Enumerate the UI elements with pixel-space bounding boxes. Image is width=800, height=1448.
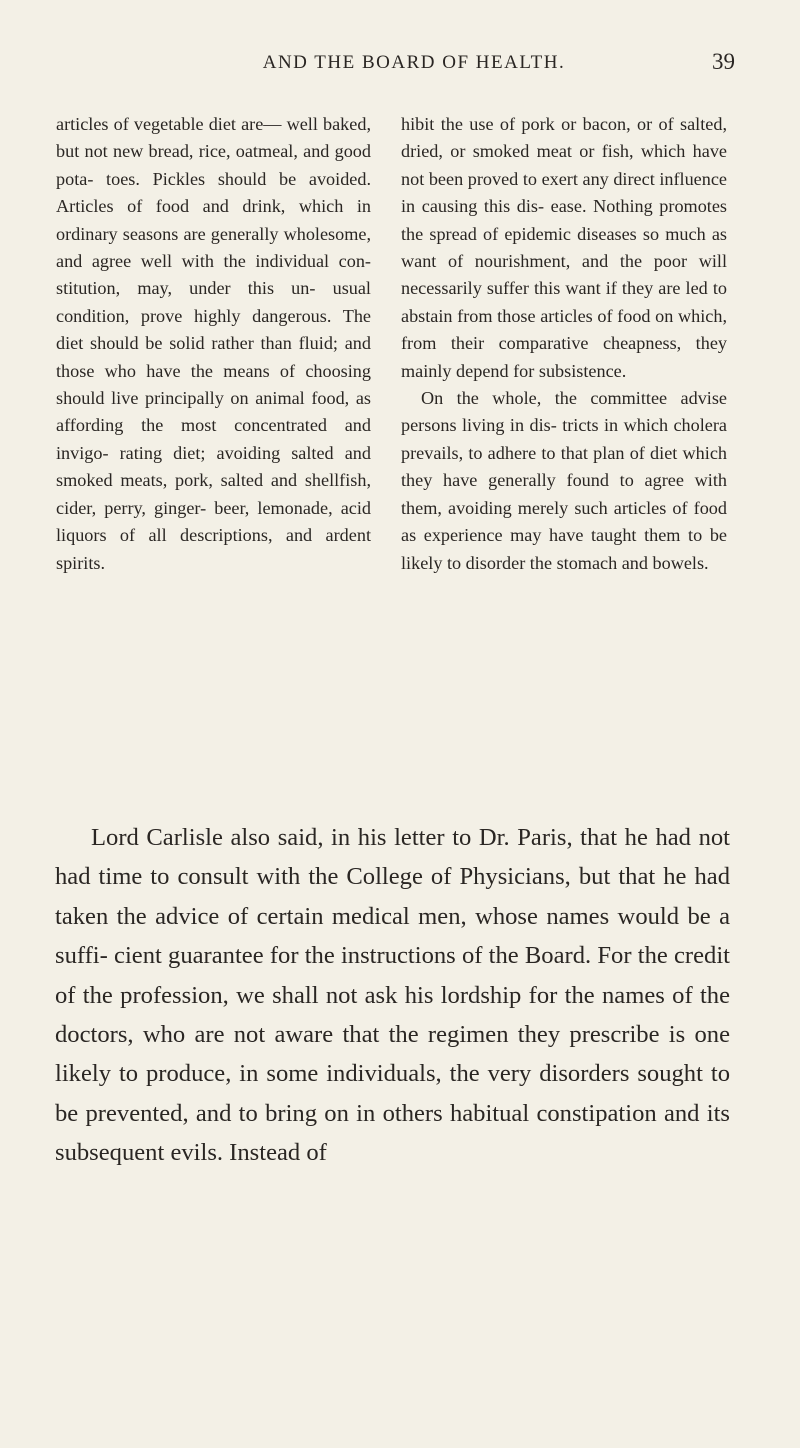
running-title: AND THE BOARD OF HEALTH. (262, 52, 566, 73)
quoted-column-right (401, 111, 727, 577)
body-text (55, 818, 730, 1173)
left-column-paragraph: articles of vegetable diet are— well baked, but not new bread, rice, oatmeal, and good pota- toes. Pickles should be avoided. Articles of food and drink, which in ordinary seasons are generally wholesome, and agree well with the individual con- stitution, may, under this un- usual condition, prove highly dangerous. The diet should be solid rather than fluid; and those who have the means of choosing should live principally on animal food, as affording the most concentrated and invigo- rating diet; avoiding salted and smoked meats, pork, salted and shellfish, cider, perry, ginger- beer, lemonade, acid liquors of all descriptions, and ardent spirits. (56, 114, 371, 573)
right-column-paragraph-2: On the whole, the committee advise persons living in dis- tricts in which cholera prevails, to adhere to that plan of diet which they have generally found to agree with them, avoiding merely such articles of food as experience may have taught them to be likely to disorder the stomach and bowels. (401, 388, 727, 573)
page-number: 39 (712, 49, 735, 74)
right-column-paragraph-1: hibit the use of pork or bacon, or of salted, dried, or smoked meat or fish, which have not been proved to exert any direct influence in causing this dis- ease. Nothing promotes the spread of epidemic diseases so much as want of nourishment, and the poor will necessarily suffer this want if they are led to abstain from those articles of food on which, from their comparative cheapness, they mainly depend for subsistence. (401, 114, 727, 381)
body-paragraph: Lord Carlisle also said, in his letter to Dr. Paris, that he had not had time to consult with the College of Physicians, but that he had taken the advice of certain medical men, whose names would be a suffi- cient guarantee for the instructions of the Board. For the credit of the profession, we shall not ask his lordship for the names of the doctors, who are not aware that the regimen they prescribe is one likely to produce, in some individuals, the very disorders sought to be prevented, and to bring on in others habitual constipation and its subsequent evils. Instead of (55, 824, 730, 1167)
quoted-column-left (56, 111, 371, 577)
